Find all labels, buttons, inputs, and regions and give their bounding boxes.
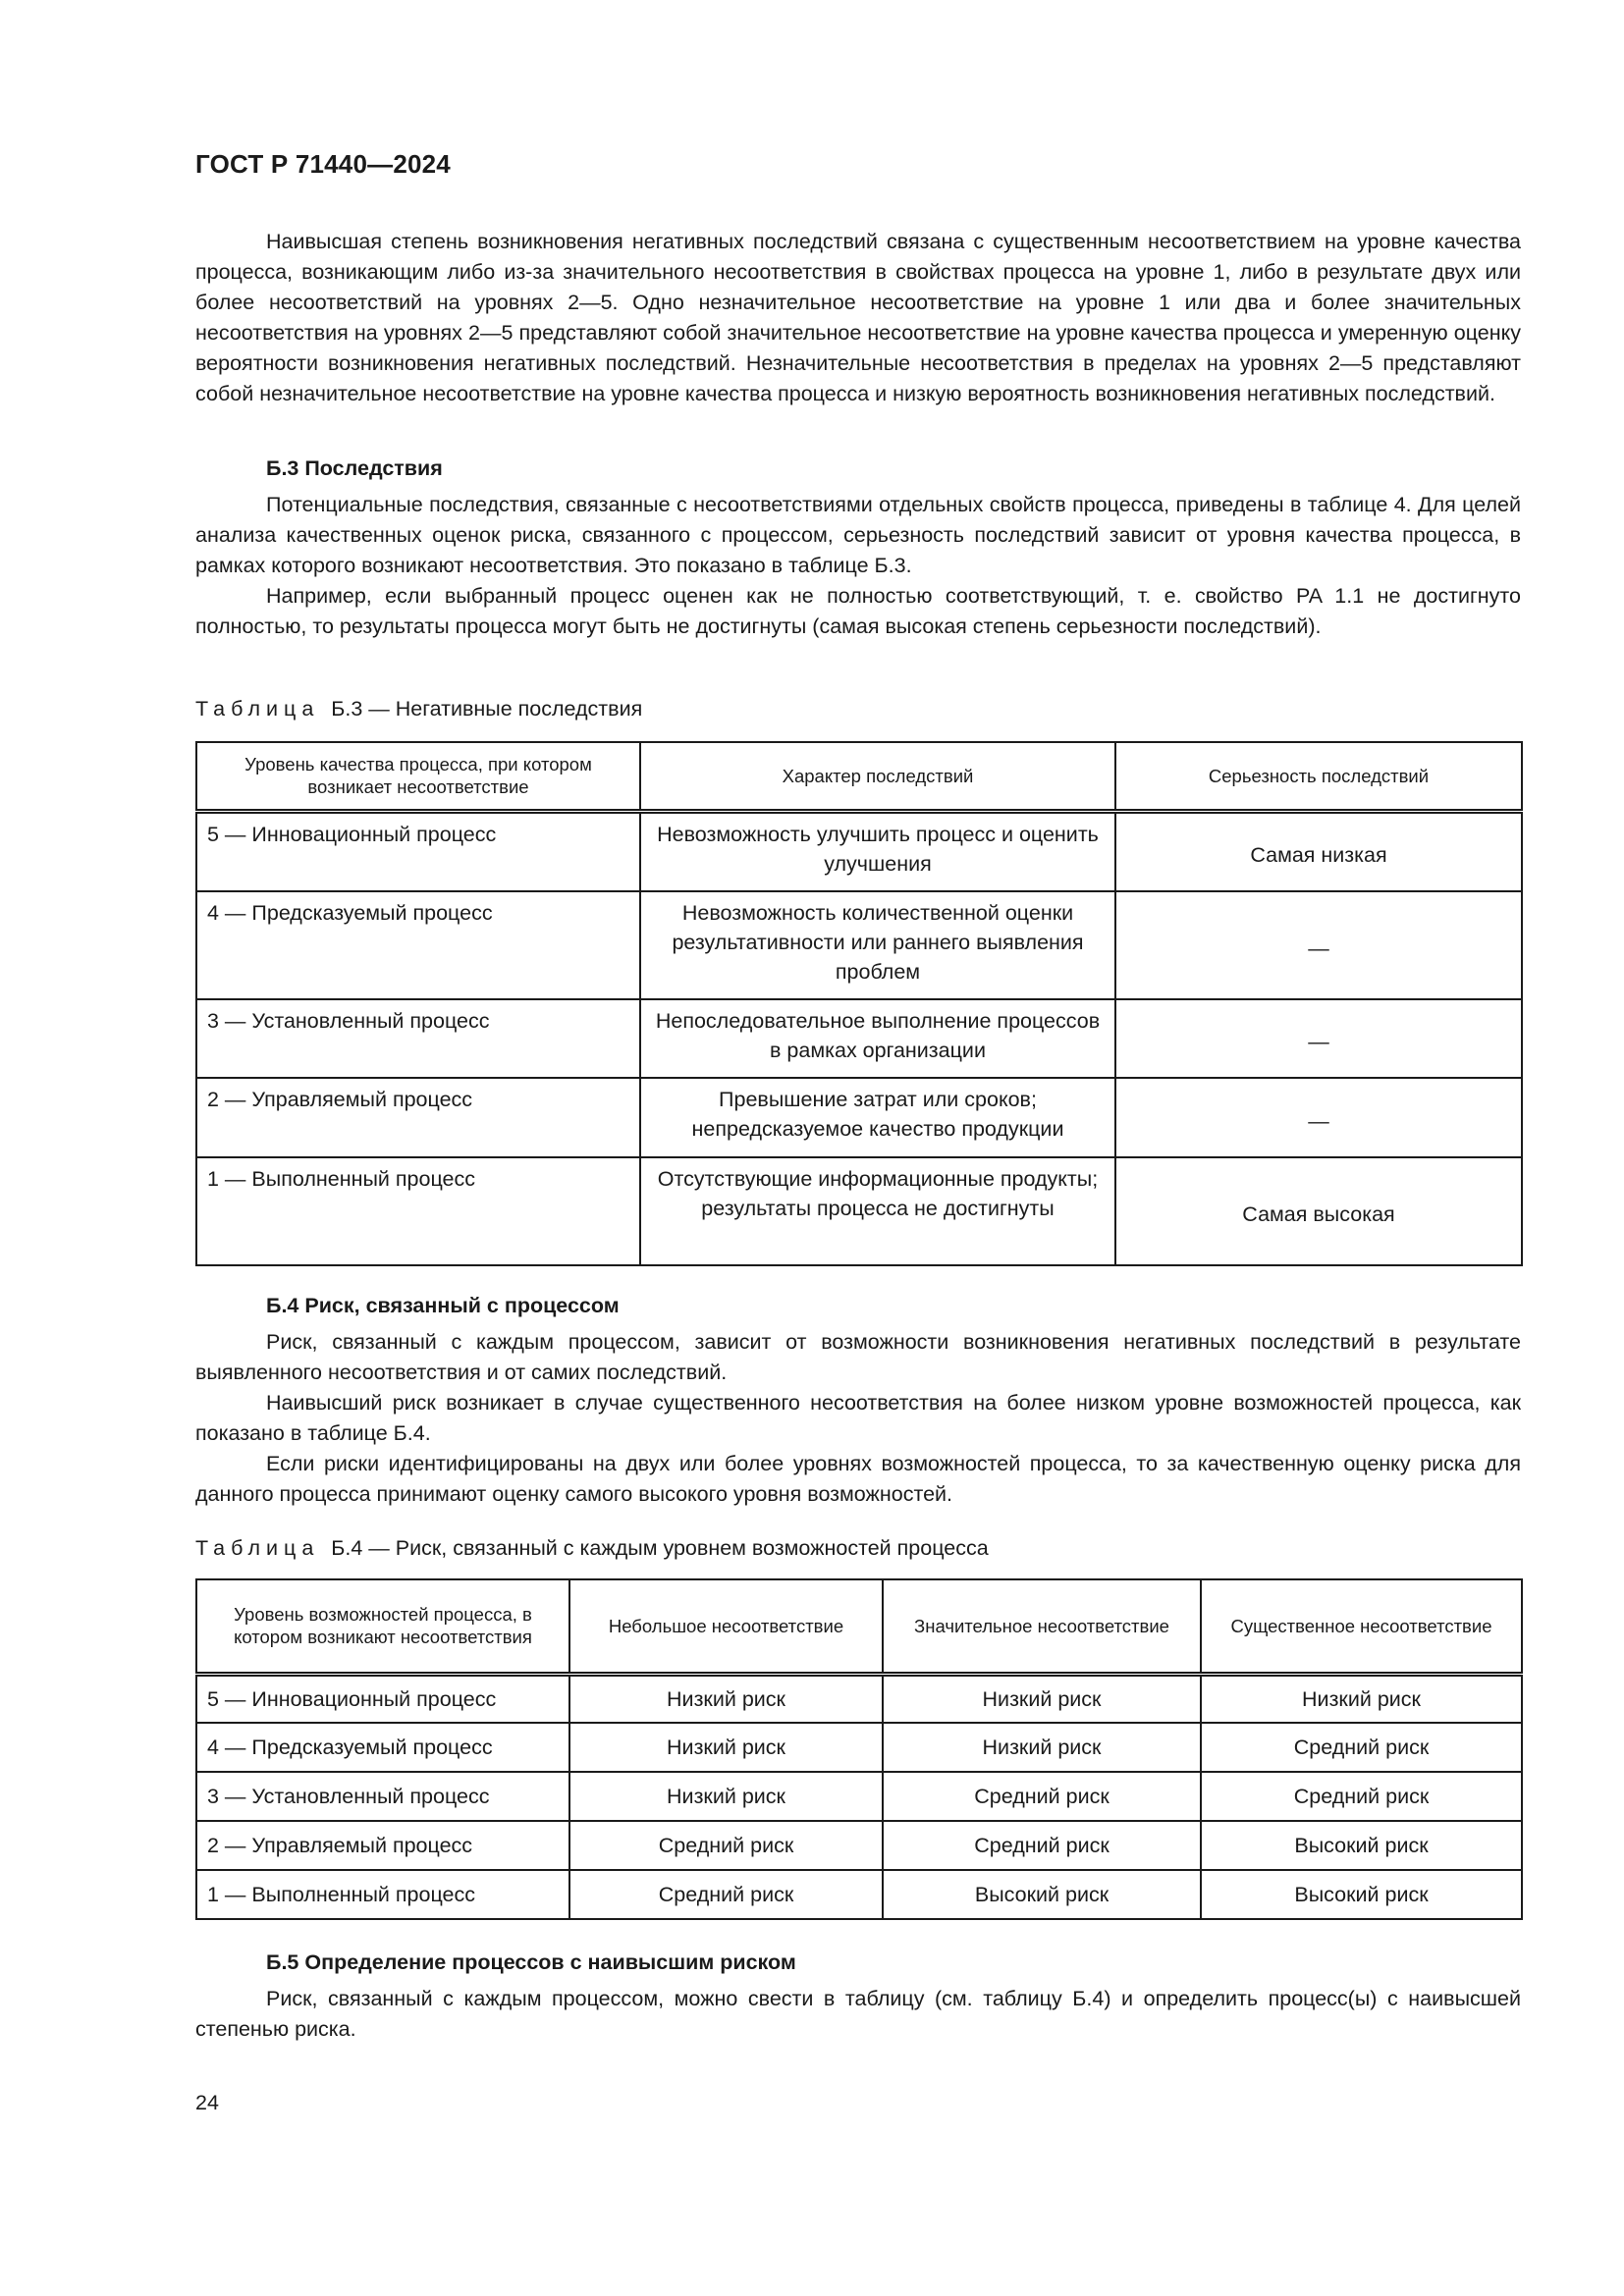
table-b3 bbox=[195, 741, 1523, 1266]
risk-cell: Низкий риск bbox=[569, 1772, 883, 1821]
intro-paragraph bbox=[195, 227, 1521, 409]
table-header-row bbox=[196, 742, 1522, 811]
risk-cell: Средний риск bbox=[883, 1772, 1201, 1821]
level-cell: 5 — Инновационный процесс bbox=[196, 1674, 569, 1723]
caption-text: Б.4 — Риск, связанный с каждым уровнем возможностей процесса bbox=[331, 1536, 989, 1560]
table-b4-caption bbox=[195, 1536, 989, 1561]
column-header: Небольшое несоответствие bbox=[569, 1579, 883, 1674]
table-row bbox=[196, 1772, 1522, 1821]
consequence-cell: Невозможность улучшить процесс и оценить улучшения bbox=[640, 811, 1115, 891]
paragraph-text: Риск, связанный с каждым процессом, зависит от возможности возникновения негативных последствий в результате выявленного несоответствия и от самих последствий. bbox=[195, 1330, 1521, 1384]
risk-cell: Низкий риск bbox=[569, 1723, 883, 1772]
column-header: Уровень качества процесса, при котором возникает несоответствие bbox=[196, 742, 640, 811]
table-row bbox=[196, 999, 1522, 1078]
table-row bbox=[196, 891, 1522, 999]
table-row bbox=[196, 1821, 1522, 1870]
section-b4-heading: Б.4 Риск, связанный с процессом bbox=[266, 1294, 620, 1317]
risk-cell: Средний риск bbox=[569, 1821, 883, 1870]
level-cell: 2 — Управляемый процесс bbox=[196, 1821, 569, 1870]
paragraph-text: Наивысший риск возникает в случае существенного несоответствия на более низком уровне возможностей процесса, как показано в таблице Б.4. bbox=[195, 1391, 1521, 1445]
level-cell: 1 — Выполненный процесс bbox=[196, 1157, 640, 1265]
caption-text: Б.3 — Негативные последствия bbox=[331, 697, 643, 721]
risk-cell: Высокий риск bbox=[1201, 1821, 1522, 1870]
risk-cell: Низкий риск bbox=[883, 1723, 1201, 1772]
risk-cell: Средний риск bbox=[1201, 1723, 1522, 1772]
severity-cell: Самая высокая bbox=[1115, 1157, 1522, 1265]
table-header-row bbox=[196, 1579, 1522, 1674]
page-number: 24 bbox=[195, 2091, 219, 2114]
column-header: Уровень возможностей процесса, в котором возникают несоответствия bbox=[196, 1579, 569, 1674]
level-cell: 2 — Управляемый процесс bbox=[196, 1078, 640, 1157]
risk-cell: Высокий риск bbox=[883, 1870, 1201, 1919]
severity-cell: Самая низкая bbox=[1115, 811, 1522, 891]
risk-cell: Средний риск bbox=[569, 1870, 883, 1919]
level-cell: 1 — Выполненный процесс bbox=[196, 1870, 569, 1919]
table-b4 bbox=[195, 1578, 1523, 1920]
section-b3-heading: Б.3 Последствия bbox=[266, 456, 443, 480]
column-header: Существенное несоответствие bbox=[1201, 1579, 1522, 1674]
consequence-cell: Непоследовательное выполнение процессов в рамках организации bbox=[640, 999, 1115, 1078]
table-row bbox=[196, 1723, 1522, 1772]
consequence-cell: Невозможность количественной оценки результативности или раннего выявления проблем bbox=[640, 891, 1115, 999]
risk-cell: Низкий риск bbox=[569, 1674, 883, 1723]
column-header: Серьезность последствий bbox=[1115, 742, 1522, 811]
section-b3-body bbox=[195, 490, 1521, 642]
risk-cell: Средний риск bbox=[1201, 1772, 1522, 1821]
section-b5-body bbox=[195, 1984, 1521, 2045]
level-cell: 4 — Предсказуемый процесс bbox=[196, 891, 640, 999]
risk-cell: Низкий риск bbox=[883, 1674, 1201, 1723]
table-row bbox=[196, 1078, 1522, 1157]
table-row bbox=[196, 1674, 1522, 1723]
caption-label: Таблица bbox=[195, 697, 320, 721]
table-row bbox=[196, 1870, 1522, 1919]
section-b5-heading: Б.5 Определение процессов с наивысшим риском bbox=[266, 1950, 796, 1974]
table-row bbox=[196, 1157, 1522, 1265]
table-row bbox=[196, 811, 1522, 891]
column-header: Значительное несоответствие bbox=[883, 1579, 1201, 1674]
paragraph-text: Потенциальные последствия, связанные с несоответствиями отдельных свойств процесса, приведены в таблице 4. Для целей анализа качественных оценок риска, связанного с процессом, серьезность последствий зависит от уровня качества процесса, в рамках которого возникают несоответствия. Это показано в таблице Б.3. bbox=[195, 493, 1521, 577]
paragraph-text: Наивысшая степень возникновения негативных последствий связана с существенным несоответствием на уровне качества процесса, возникающим либо из-за значительного несоответствия в свойствах процесса на уровне 1, либо в результате двух или более несоответствий на уровнях 2—5. Одно незначительное несоответствие на уровне 1 или два и более значительных несоответствия на уровнях 2—5 представляют собой значительное несоответствие на уровне качества процесса и умеренную оценку вероятности возникновения негативных последствий. Незначительные несоответствия в пределах на уровнях 2—5 представляют собой незначительное несоответствие на уровне качества процесса и низкую вероятность возникновения негативных последствий. bbox=[195, 230, 1521, 405]
paragraph-text: Например, если выбранный процесс оценен как не полностью соответствующий, т. е. свойство PA 1.1 не достигнуто полностью, то результаты процесса могут быть не достигнуты (самая высокая степень серьезности последствий). bbox=[195, 584, 1521, 638]
document-title: ГОСТ Р 71440—2024 bbox=[195, 149, 451, 179]
level-cell: 4 — Предсказуемый процесс bbox=[196, 1723, 569, 1772]
risk-cell: Низкий риск bbox=[1201, 1674, 1522, 1723]
level-cell: 3 — Установленный процесс bbox=[196, 1772, 569, 1821]
consequence-cell: Превышение затрат или сроков; непредсказуемое качество продукции bbox=[640, 1078, 1115, 1157]
risk-cell: Высокий риск bbox=[1201, 1870, 1522, 1919]
column-header: Характер последствий bbox=[640, 742, 1115, 811]
risk-cell: Средний риск bbox=[883, 1821, 1201, 1870]
paragraph-text: Риск, связанный с каждым процессом, можно свести в таблицу (см. таблицу Б.4) и определить процесс(ы) с наивысшей степенью риска. bbox=[195, 1987, 1521, 2041]
severity-cell: — bbox=[1115, 891, 1522, 999]
table-b3-caption bbox=[195, 697, 642, 721]
caption-label: Таблица bbox=[195, 1536, 320, 1560]
consequence-cell: Отсутствующие информационные продукты; результаты процесса не достигнуты bbox=[640, 1157, 1115, 1265]
level-cell: 3 — Установленный процесс bbox=[196, 999, 640, 1078]
severity-cell: — bbox=[1115, 999, 1522, 1078]
paragraph-text: Если риски идентифицированы на двух или более уровнях возможностей процесса, то за качественную оценку риска для данного процесса принимают оценку самого высокого уровня возможностей. bbox=[195, 1452, 1521, 1506]
severity-cell: — bbox=[1115, 1078, 1522, 1157]
section-b4-body bbox=[195, 1327, 1521, 1510]
level-cell: 5 — Инновационный процесс bbox=[196, 811, 640, 891]
